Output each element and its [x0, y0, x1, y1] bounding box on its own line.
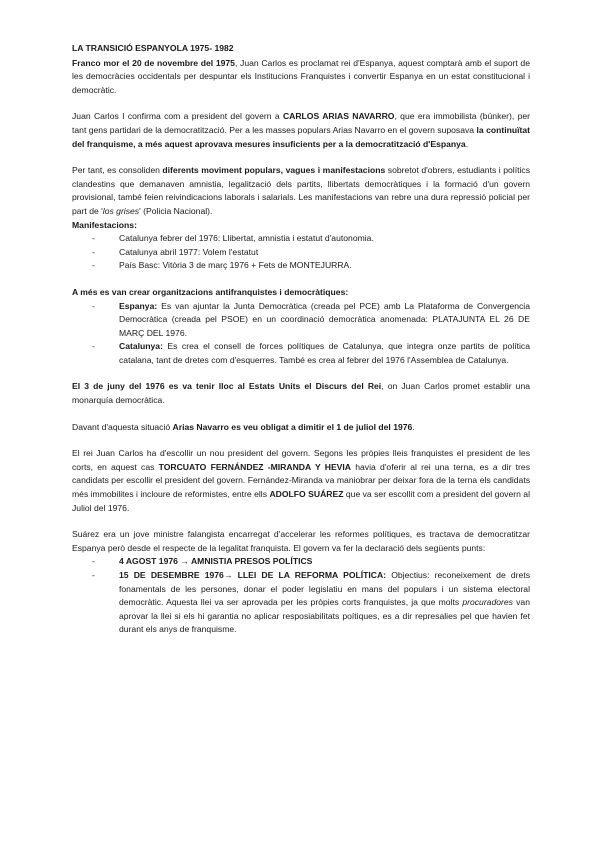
bold-text: A més es van crear organitzacions antifranquistes i democràtiques:: [72, 286, 349, 297]
list-item: [92, 555, 530, 569]
list-item: - Catalunya abril 1977: Volem l'estatut: [92, 246, 530, 260]
text: Juan Carlos I confirma com a president del govern a: [72, 111, 283, 122]
text: sobretot d'obrers, estudiants i polítics clandestins que demanaven amnistia, legalització dels partits, llibertats democràtiques i la formació d'un govern provisional, també feien reivindicacions laborals i salarials. Les manifestacions van rebre una dura repressió policial per part de ': [72, 165, 530, 216]
text: Per tant, es consoliden: [72, 165, 163, 176]
document-title: LA TRANSICIÓ ESPANYOLA 1975- 1982: [72, 43, 234, 53]
bold-text: Arias Navarro es veu obligat a dimitir el 1 de juliol del 1976: [172, 421, 413, 432]
paragraph-suarez: [72, 528, 530, 555]
text: .: [412, 421, 415, 432]
text: El rei Juan Carlos ha d'escollir un nou president del govern. Segons les pròpies lleis franquistes el president de les corts, en aquest cas: [72, 448, 530, 472]
text: ' (Policia Nacional).: [139, 205, 213, 216]
text: havia d'oferir al rei una terna, es a dir tres candidats per escollir el president del govern. Fernández-Miranda va maniobrar per deixar fora de la terna els candidats més immobilites i incloure de reformistes, entre ells: [72, 461, 530, 500]
list-item: - País Basc: Vitòria 3 de març 1976 + Fets de MONTEJURRA.: [92, 259, 530, 273]
bold-text: 15 DE DESEMBRE 1976→ LLEI DE LA REFORMA POLÍTICA:: [119, 570, 387, 580]
text: van aprovar la llei si els hi garantia no aplicar resposiabilitats poítiques, es a dir represalies pel que havien fet durant els anys de franquisme.: [119, 597, 530, 635]
text: , Juan Carlos es proclamat rei d'Espanya, aquest comptarà amb el suport de les democràcies occidentals per despuntar els Institucions Franquistes i convertir Espanya en un estat constitucional i democràtic.: [72, 57, 530, 95]
paragraph-new-president: [72, 447, 530, 515]
text: Es van ajuntar la Junta Democràtica (creada pel PCE) amb La Plataforma de Convergencia Democràtica (creada pel PSOE) en un coordinació democràtica anomenada: PLATAJUNTA EL 26 DE MARÇ DEL 1976.: [119, 300, 530, 338]
list-item: - Catalunya febrer del 1976: Llibertat, amnistia i estatut d'autonomia.: [92, 232, 530, 246]
text: Es crea el consell de forces polítiques de Catalunya, que integra onze partits de política catalana, tant de dretes com d'esquerres. També es crea al febrer del 1976 l'Assemblea de Catalunya.: [119, 341, 530, 365]
list-item: [92, 340, 530, 367]
paragraph-popular-movements: [72, 164, 530, 232]
manifestations-heading: Manifestacions:: [72, 219, 137, 230]
list-item: [92, 569, 530, 637]
manifestations-list: [72, 232, 530, 273]
bold-text: Catalunya:: [119, 341, 163, 352]
text: Suárez era un jove ministre falangista encarregat d'accelerar les reformes polítiques, es tractava de democratitzar Espanya però desde el respecte de la legalitat franquista. El govern va fer la declaració dels següents punts:: [72, 529, 530, 553]
bold-text: Franco mor el 20 de novembre del 1975: [72, 57, 235, 68]
italic-text: los grises: [102, 205, 140, 216]
text: Davant d'aquesta situació: [72, 421, 173, 432]
text: , on Juan Carlos promet establir una monarquía democràtica.: [72, 381, 531, 406]
bold-text: ADOLFO SUÁREZ: [269, 489, 344, 500]
bold-text: 4 AGOST 1976 → AMNISTIA PRESOS POLÍTICS: [119, 556, 313, 567]
bold-text: TORCUATO FERNÁNDEZ -MIRANDA Y HEVIA: [158, 461, 352, 472]
organizations-heading: [72, 286, 530, 300]
list-item: [92, 300, 530, 341]
text: que va ser escollit com a president del govern al Juliol del 1976.: [72, 489, 530, 513]
bold-text: El 3 de juny del 1976 es va tenir lloc al Estats Units el Discurs del Rei: [72, 381, 382, 392]
bold-text: Espanya:: [119, 300, 158, 311]
organizations-list: [72, 300, 530, 368]
paragraph-resignation: [72, 421, 530, 435]
bold-text: la continuïtat del franquisme, a més aquest aprovava mesures insuficients per a la democratització d'Espanya: [72, 124, 530, 149]
paragraph-arias-navarro: [72, 110, 530, 151]
italic-text: procuradores: [462, 597, 513, 608]
bold-text: CARLOS ARIAS NAVARRO: [282, 111, 395, 122]
text: .: [465, 138, 469, 149]
points-list: [72, 555, 530, 637]
text: Objectius: reconeixement de drets fonamentals de les persones, donar el poder legislatiu en mans del populars i un sistema electoral democràtic. Aquesta llei va ser aprovada per les pròpies corts franquistes, ja que molts: [119, 570, 531, 608]
bold-text: diferents moviment populars, vagues i manifestacions: [162, 165, 386, 176]
paragraph-king-speech: [72, 380, 530, 407]
paragraph-franco-death: [72, 57, 530, 98]
text: , que era immobilista (búnker), per tant gens partidari de la democratització. Per a les masses populars Arias Navarro en el govern suposava: [72, 111, 531, 135]
